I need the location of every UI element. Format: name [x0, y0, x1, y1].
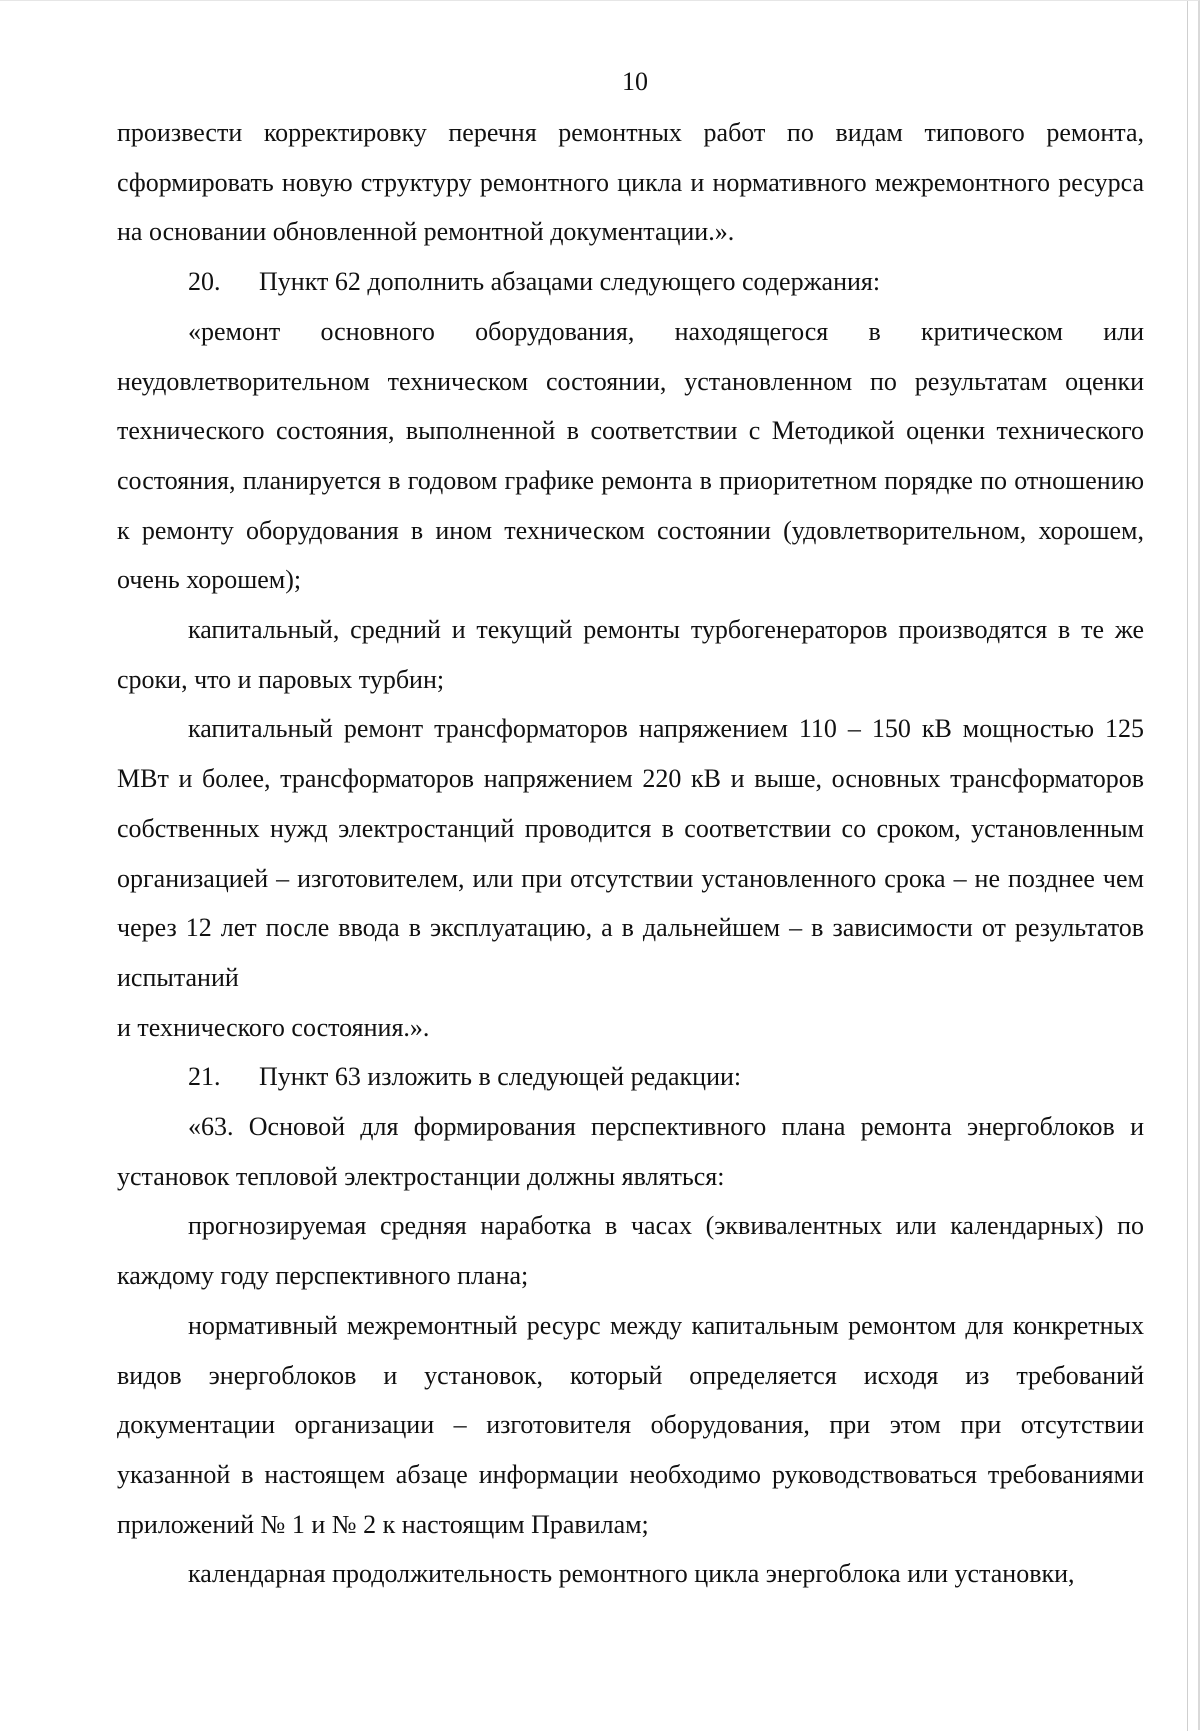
document-body: [117, 108, 1144, 1599]
paragraph: прогнозируемая средняя наработка в часах (эквивалентных или календарных) по каждому году перспективного плана;: [117, 1211, 1144, 1291]
paragraph: нормативный межремонтный ресурс между капитальным ремонтом для конкретных видов энергоблоков и установок, который определяется исходя из требований документации организации – изготовителя оборудования, при этом при отсутствии указанной в настоящем абзаце информации необходимо руководствоваться требованиями приложений № 1 и № 2 к настоящим Правилам;: [117, 1310, 1144, 1539]
paragraph-continuation: и технического состояния.».: [117, 1012, 430, 1042]
paragraph: «63. Основой для формирования перспективного плана ремонта энергоблоков и установок тепловой электростанции должны являться:: [117, 1112, 1144, 1191]
paragraph: календарная продолжительность ремонтного цикла энергоблока или установки,: [188, 1559, 1075, 1589]
item-number: 21.: [188, 1062, 221, 1092]
paragraph: «ремонт основного оборудования, находящегося в критическом или неудовлетворительном техническом состоянии, установленном по результатам оценки технического состояния, выполненной в соответствии с Методикой оценки технического состояния, планируется в годовом графике ремонта в приоритетном порядке по отношению к ремонту оборудования в ином техническом состоянии (удовлетворительном, хорошем, очень хорошем);: [117, 316, 1144, 595]
paragraph: капитальный, средний и текущий ремонты турбогенераторов производятся в те же сроки, что и паровых турбин;: [117, 615, 1144, 694]
item-number: 20.: [188, 267, 221, 297]
paragraph-text: Пункт 63 изложить в следующей редакции:: [259, 1062, 742, 1092]
paragraph: произвести корректировку перечня ремонтных работ по видам типового ремонта, сформировать новую структуру ремонтного цикла и нормативного межремонтного ресурса на основании обновленной ремонтной документации.».: [117, 118, 1144, 247]
numbered-paragraph: [117, 1052, 1144, 1102]
numbered-paragraph: [117, 257, 1144, 307]
paragraph: капитальный ремонт трансформаторов напряжением 110 – 150 кВ мощностью 125 МВт и более, трансформаторов напряжением 220 кВ и выше, основных трансформаторов собственных нужд электростанций проводится в соответствии со сроком, установленным организацией – изготовителем, или при отсутствии установленного срока – не позднее чем через 12 лет после ввода в эксплуатацию, а в дальнейшем – в зависимости от результатов испытаний: [117, 714, 1144, 992]
scan-edge-line: [1187, 1, 1188, 1731]
paragraph-text: Пункт 62 дополнить абзацами следующего содержания:: [259, 267, 881, 297]
page-number: 10: [622, 67, 648, 96]
